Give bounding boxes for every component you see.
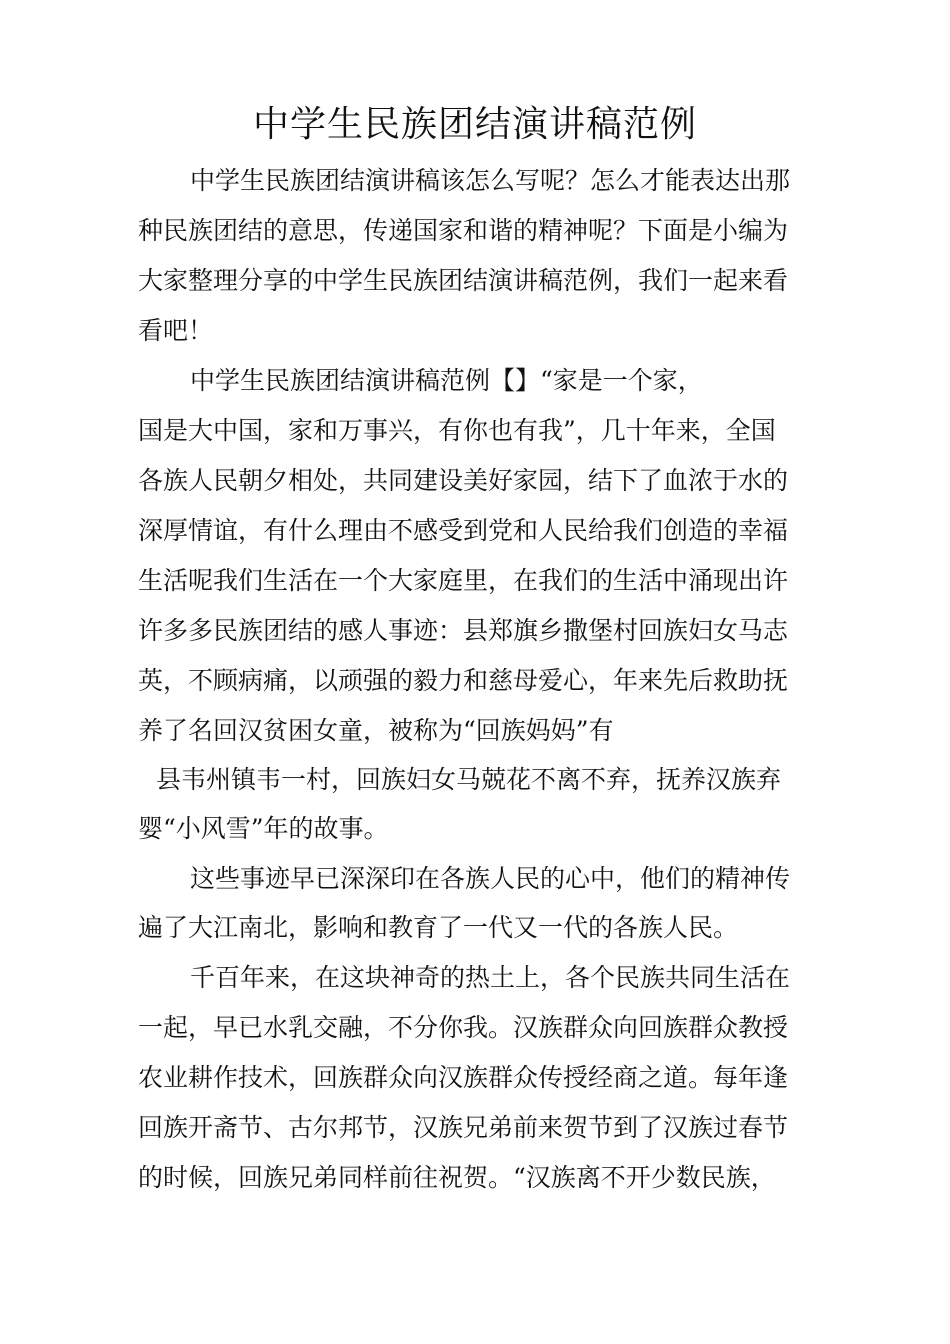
- text-line: 县韦州镇韦一村，回族妇女马兢花不离不弃，抚养汉族弃: [156, 765, 782, 794]
- text-line: 看吧！: [138, 316, 214, 345]
- text-line: 千百年来，在这块神奇的热土上，各个民族共同生活在: [190, 963, 791, 992]
- text-line: 农业耕作技术，回族群众向汉族群众传授经商之道。每年逢: [138, 1063, 789, 1092]
- text-line: 这些事迹早已深深印在各族人民的心中，他们的精神传: [190, 864, 791, 893]
- text-line: 种民族团结的意思，传递国家和谐的精神呢？下面是小编为: [138, 216, 789, 245]
- text-line: 养了名回汉贫困女童，被称为“回族妈妈”有: [138, 716, 614, 745]
- text-line: 中学生民族团结演讲稿范例【】“家是一个家，: [190, 366, 703, 395]
- text-line: 遍了大江南北，影响和教育了一代又一代的各族人民。: [138, 913, 739, 942]
- text-line: 深厚情谊，有什么理由不感受到党和人民给我们创造的幸福: [138, 516, 789, 545]
- text-line: 婴“小风雪”年的故事。: [138, 814, 389, 843]
- text-line: 许多多民族团结的感人事迹：县郑旗乡撒堡村回族妇女马志: [138, 616, 789, 645]
- text-line: 各族人民朝夕相处，共同建设美好家园，结下了血浓于水的: [138, 466, 789, 495]
- text-line: 一起，早已水乳交融，不分你我。汉族群众向回族群众教授: [138, 1013, 789, 1042]
- text-line: 大家整理分享的中学生民族团结演讲稿范例，我们一起来看: [138, 266, 789, 295]
- text-line: 英，不顾病痛，以顽强的毅力和慈母爱心，年来先后救助抚: [138, 666, 789, 695]
- text-line: 的时候，回族兄弟同样前往祝贺。“汉族离不开少数民族，: [138, 1163, 776, 1192]
- text-line: 生活呢我们生活在一个大家庭里，在我们的生活中涌现出许: [138, 566, 789, 595]
- text-line: 中学生民族团结演讲稿该怎么写呢？怎么才能表达出那: [190, 166, 791, 195]
- text-line: 国是大中国，家和万事兴，有你也有我”，几十年来，全国: [138, 416, 776, 445]
- text-line: 回族开斋节、古尔邦节，汉族兄弟前来贺节到了汉族过春节: [138, 1113, 789, 1142]
- document-title: 中学生民族团结演讲稿范例: [252, 104, 697, 145]
